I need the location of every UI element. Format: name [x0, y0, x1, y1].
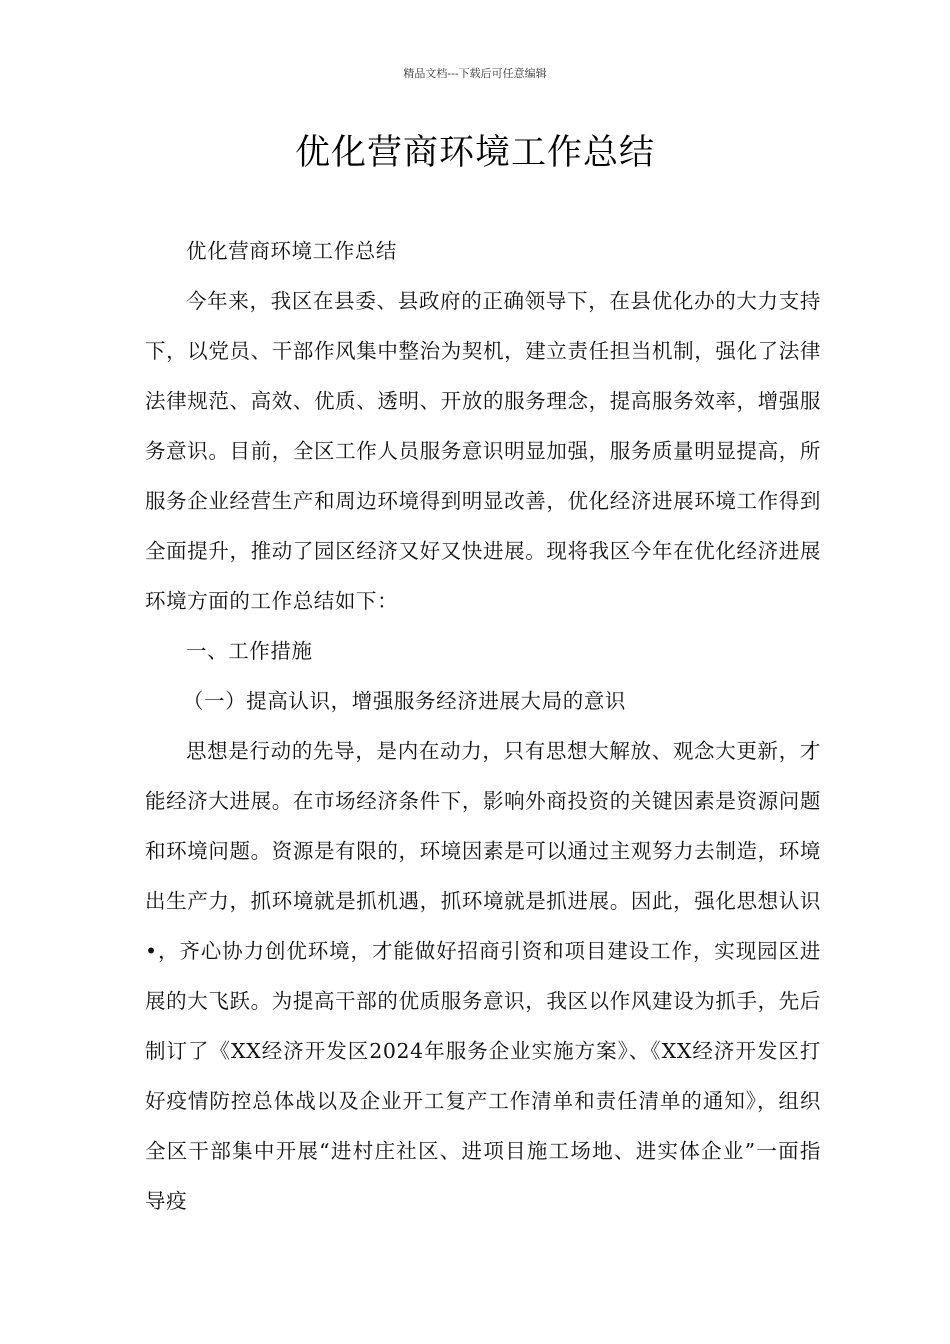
document-title: 优化营商环境工作总结 [294, 133, 655, 173]
section-heading: 一、工作措施 [186, 639, 313, 663]
document-body [145, 226, 821, 1226]
paragraph-subtitle: 优化营商环境工作总结 [186, 239, 397, 263]
paragraph-body: 思想是行动的先导，是内在动力，只有思想大解放、观念大更新，才能经济大进展。在市场经济条件下，影响外商投资的关键因素是资源问题和环境问题。资源是有限的，环境因素是可以通过主观努力去制造，环境出生产力，抓环境就是抓机遇，抓环境就是抓进展。因此，强化思想认识•，齐心协力创优环境，才能做好招商引资和项目建设工作，实现园区进展的大飞跃。为提高干部的优质服务意识，我区以作风建设为抓手，先后制订了《XX经济开发区2024年服务企业实施方案》、《XX经济开发区打好疫情防控总体战以及企业开工复产工作清单和责任清单的通知》，组织全区干部集中开展“进村庄社区、进项目施工场地、进实体企业”一面指导疫 [145, 739, 821, 1213]
paragraph-intro: 今年来，我区在县委、县政府的正确领导下，在县优化办的大力支持下，以党员、干部作风集中整治为契机，建立责任担当机制，强化了法律法律规范、高效、优质、透明、开放的服务理念，提高服务效率，增强服务意识。目前，全区工作人员服务意识明显加强，服务质量明显提高，所服务企业经营生产和周边环境得到明显改善，优化经济进展环境工作得到全面提升，推动了园区经济又好又快进展。现将我区今年在优化经济进展环境方面的工作总结如下： [145, 289, 821, 613]
header-note: 精品文档---下载后可任意编辑 [403, 67, 547, 80]
subsection-heading: （一）提高认识，增强服务经济进展大局的意识 [182, 689, 627, 713]
